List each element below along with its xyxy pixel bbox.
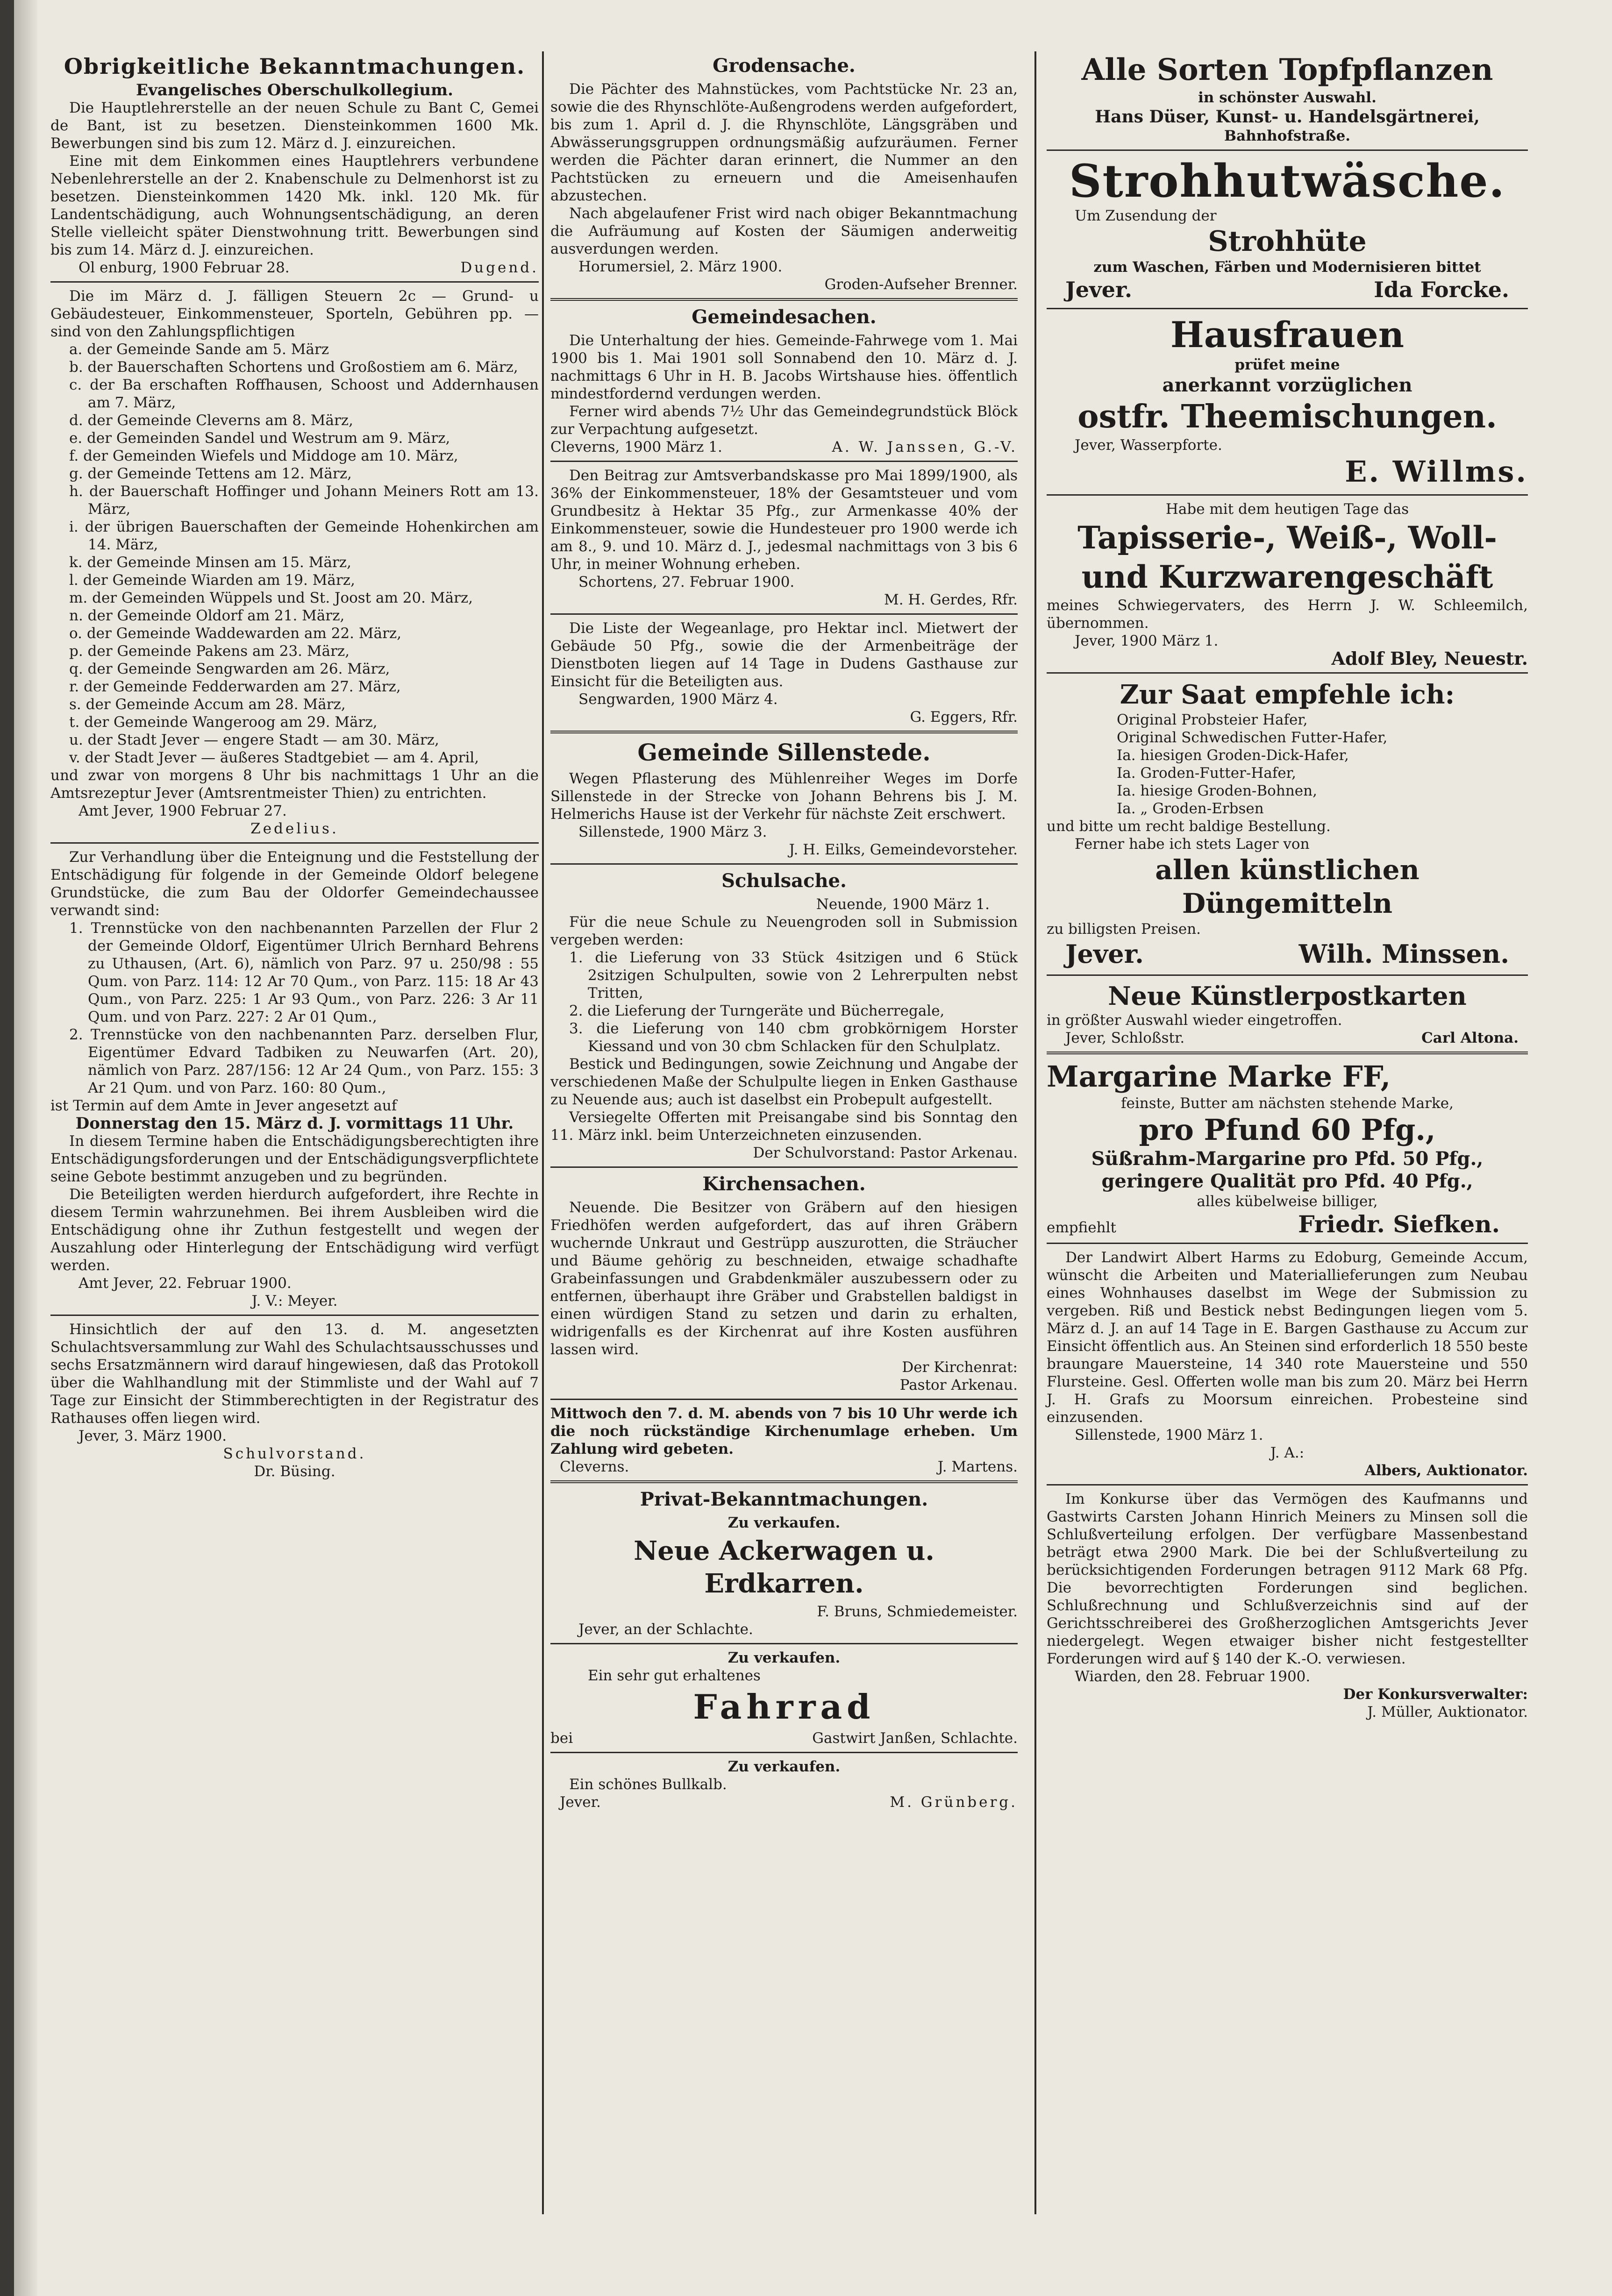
ad-text: und bitte um recht baldige Bestellung. <box>1047 818 1331 835</box>
ad-text: feinste, Butter am nächsten stehende Marke, <box>1121 1095 1454 1112</box>
signature-name: Dr. Büsing. <box>254 1463 335 1480</box>
ad-headline: Hausfrauen <box>1170 314 1404 355</box>
ad-signature <box>550 1793 1018 1811</box>
ad-text: Bahnhofstraße. <box>1224 128 1351 144</box>
ad-label: Zu verkaufen. <box>728 1514 841 1531</box>
list-item: a. der Gemeinde Sande am 5. März <box>69 341 329 358</box>
ad-text: Ein sehr gut erhaltenes <box>588 1667 761 1684</box>
ad-text: Jever, 1900 März 1. <box>1075 633 1219 649</box>
list-item: f. der Gemeinden Wiefels und Middoge am 10. März, <box>69 448 458 464</box>
ad-text: Um Zusendung der <box>1075 207 1217 224</box>
list-item: 2. die Lieferung der Turngeräte und Bücherregale, <box>569 1002 945 1019</box>
ad-price: pro Pfund 60 Pfg., <box>1139 1113 1436 1147</box>
list-item: 1. die Lieferung von 33 Stück 4sitzigen und 6 Stück 2sitzigen Schulpulten, sowie von 2 Lehrerpulten nebst Tritten, <box>569 949 1018 1002</box>
list-item: t. der Gemeinde Wangeroog am 29. März, <box>69 714 378 731</box>
ad-headline: Strohhüte <box>1208 225 1367 258</box>
divider <box>1047 1484 1528 1486</box>
notice-text: Die im März d. J. fälligen Steuern 2c — Grund- u Gebäudesteuer, Einkommensteuer, Sporteln, Gebühren pp. — sind von den Zahlungspflichtigen <box>50 288 539 340</box>
ad-advertiser: E. Willms. <box>1345 455 1528 489</box>
notice-text: Für die neue Schule zu Neuengroden soll in Submission vergeben werden: <box>550 914 1018 948</box>
section-heading: Obrigkeitliche Bekanntmachungen. <box>64 54 526 79</box>
signature-name: Groden-Aufseher Brenner. <box>824 276 1018 293</box>
notice-text: Im Konkurse über das Vermögen des Kaufmanns und Gastwirts Carsten Johann Hinrich Meiners zu Minsen soll die Schlußverteilung erfolgen. Der verfügbare Massenbestand beträgt etwa 2900 Mark. Die bei der Schlußverteilung zu berücksichtigenden Forderungen betragen 9112 Mark 68 Pfg. Die bevorrechtigten Forderungen sind beglichen. Schlußrechnung und Schlußverzeichnis sind auf der Gerichtsschreiberei des Großherzoglichen Amtsgerichts Jever niedergelegt. Wegen etwaiger bisher nicht festgestellter Forderungen wird auf § 140 der K.-O. verwiesen. <box>1047 1491 1528 1667</box>
signature-name: F. Bruns, Schmiedemeister. <box>817 1603 1018 1620</box>
signature-name: J. Müller, Auktionator. <box>1367 1704 1528 1720</box>
ad-text: alles kübelweise billiger, <box>1197 1193 1378 1210</box>
divider <box>1047 308 1528 309</box>
subheading: Evangelisches Oberschulkollegium. <box>136 81 453 100</box>
signature-name: Pastor Arkenau. <box>899 1377 1018 1393</box>
list-item: Ia. Groden-Futter-Hafer, <box>1117 765 1296 782</box>
signature-place-date: Sillenstede, 1900 März 3. <box>578 824 767 840</box>
list-item: 2. Trennstücke von den nachbenannten Parz. derselben Flur, Eigentümer Edvard Tadbiken zu Neuwarfen (Art. 20), nämlich von Parz. 287/156: 12 Ar 24 Qum., von Parz. 155: 3 Ar 21 Qum. und von Parz. 160: 80 Qum., <box>69 1026 539 1096</box>
signature-name: Friedr. Siefken. <box>1298 1210 1500 1238</box>
signature-name: Gastwirt Janßen, Schlachte. <box>812 1730 1018 1747</box>
signature-name: M. Grünberg. <box>890 1794 1018 1811</box>
ad-advertiser: Adolf Bley, Neuestr. <box>1331 648 1528 669</box>
notice-text: Bestick und Bedingungen, sowie Zeichnung und Angabe der verschiedenen Maße der Schulpulte liegen in Enken Gasthause zu Neuende aus; auch ist daselbst ein Probepult aufgestellt. <box>550 1056 1018 1108</box>
binding-edge <box>0 0 14 2296</box>
submission-list <box>550 949 1018 1055</box>
list-item: g. der Gemeinde Tettens am 12. März, <box>69 465 352 482</box>
notice-text: Eine mit dem Einkommen eines Hauptlehrers verbundene Nebenlehrerstelle an der 2. Knabenschule zu Delmenhorst ist zu besetzen. Diensteinkommen 1420 Mk. inkl. 120 Mk. für Landentschädigung, auch Wohnungsentschädigung, an deren Stelle vielleicht später Dienstwohnung tritt. Bewerbungen sind bis zum 14. März d. J. einzureichen. <box>50 153 539 258</box>
ad-headline: Margarine Marke FF, <box>1047 1059 1391 1094</box>
list-item: s. der Gemeinde Accum am 28. März, <box>69 696 346 713</box>
signature-place: Jever. <box>1065 939 1144 969</box>
divider <box>550 1166 1018 1168</box>
list-item: Ia. „ Groden-Erbsen <box>1117 800 1264 817</box>
notice-signature <box>550 438 1018 456</box>
notice-text: Die Unterhaltung der hies. Gemeinde-Fahrwege vom 1. Mai 1900 bis 1. Mai 1901 soll Sonnabend den 10. März d. J. nachmittags 6 Uhr in H. B. Jacobs Wirtshause hies. öffentlich mindestfordernd verdungen werden. <box>550 332 1018 402</box>
signature-name: Schulvorstand. <box>223 1445 366 1462</box>
divider <box>1047 672 1528 674</box>
signature-prefix: bei <box>550 1730 573 1747</box>
section-heading: Kirchensachen. <box>702 1173 866 1195</box>
ad-text: in schönster Auswahl. <box>1198 89 1377 106</box>
divider <box>550 863 1018 865</box>
notice-text: Den Beitrag zur Amtsverbandskasse pro Mai 1899/1900, als 36% der Einkommensteuer, 18% der Gesamtsteuer und vom Grundbesitz à Hektar 35 Pfg., zur Armenkasse 40% der Einkommensteuer, sowie die Hundesteuer pro 1900 werde ich am 8., 9. und 10. März d. J., jedesmal nachmittags von 3 bis 6 Uhr, in meiner Wohnung erheben. <box>550 467 1018 573</box>
list-item: v. der Stadt Jever — äußeres Stadtgebiet — am 4. April, <box>69 749 479 766</box>
divider <box>550 1643 1018 1644</box>
signature-place: Jever. <box>560 1794 601 1811</box>
divider <box>50 281 539 283</box>
list-item: k. der Gemeinde Minsen am 15. März, <box>69 554 351 571</box>
notice-text: Wegen Pflasterung des Mühlenreiher Weges im Dorfe Sillenstede in der Strecke von Johann Behrens bis J. M. Helmerichs Hause ist der Verkehr für nächste Zeit erschwert. <box>550 770 1018 823</box>
column-advertisements <box>1047 51 1528 1721</box>
notice-text: In diesem Termine haben die Entschädigungsberechtigten ihre Entschädigungsforderungen und der Entschädigungsverpflichtete seine Gebote bestimmt anzugeben und zu begründen. <box>50 1133 539 1185</box>
signature-name: Carl Altona. <box>1421 1030 1519 1046</box>
divider <box>1047 149 1528 151</box>
divider <box>1047 1052 1528 1054</box>
notice-text: Versiegelte Offerten mit Preisangabe sind bis Sonntag den 11. März inkl. beim Unterzeichneten einzusenden. <box>550 1109 1018 1144</box>
signature-place-date: Jever, 3. März 1900. <box>78 1428 227 1444</box>
divider <box>50 1315 539 1316</box>
notice-text: Die Pächter des Mahnstückes, vom Pachtstücke Nr. 23 an, sowie die des Rhynschlöte-Außengrodens werden aufgefordert, bis zum 1. April d. J. die Rhynschlöte, Längsgräben und Abwässerungsgruppen ordnungsmäßig aufzuräumen. Ferner werden die Pächter daran erinnert, die Nummer an den Pachtstücken zu erneuern und die Ameisenhaufen abzustechen. <box>550 81 1018 204</box>
list-item: r. der Gemeinde Fedderwarden am 27. März, <box>69 678 401 695</box>
notice-text: Die Liste der Wegeanlage, pro Hektar incl. Mietwert der Gebäude 50 Pfg., sowie die der Armenbeiträge der Dienstboten liegen auf 14 Tage in Dudens Gasthause zur Einsicht für die Beteiligten aus. <box>550 620 1018 690</box>
notice-text: und zwar von morgens 8 Uhr bis nachmittags 1 Uhr an die Amtsrezeptur Jever (Amtsrentmeister Thien) zu entrichten. <box>50 767 539 802</box>
signature-prefix: J. A.: <box>1270 1444 1305 1461</box>
notice-text: Neuende. Die Besitzer von Gräbern auf den hiesigen Friedhöfen werden aufgefordert, das auf ihren Gräbern wuchernde Unkraut und Gestrüpp auszurotten, die Sträucher und Bäume gehörig zu beschneiden, etwaige schadhafte Grabeinfassungen und Grabdenkmäler auszubessern oder zu entfernen, überhaupt ihre Gräber und Grabstellen baldigst in einen würdigen Stand zu setzen und darin zu erhalten, widrigenfalls es der Kirchenrat auf ihre Kosten ausführen lassen wird. <box>550 1199 1018 1358</box>
list-item: m. der Gemeinden Wüppels und St. Joost am 20. März, <box>69 590 473 606</box>
ad-signature <box>550 1729 1018 1747</box>
signature-place-date: Horumersiel, 2. März 1900. <box>578 258 783 275</box>
signature-place-date: Ol enburg, 1900 Februar 28. <box>78 259 290 276</box>
ad-headline: und Kurzwarengeschäft <box>1081 559 1493 595</box>
signature-place-date: Schortens, 27. Februar 1900. <box>578 574 795 590</box>
list-item: Original Probsteier Hafer, <box>1117 711 1308 728</box>
ad-text: Jever, Wasserpforte. <box>1075 437 1222 454</box>
notice-signature <box>550 1458 1018 1476</box>
signature-name: Dugend. <box>460 259 539 276</box>
ad-signature <box>1047 1029 1528 1047</box>
ad-text: Habe mit dem heutigen Tage das <box>1165 501 1409 518</box>
divider <box>550 613 1018 615</box>
signature-name: J. Martens. <box>937 1458 1018 1475</box>
column-rule <box>1034 51 1036 2214</box>
list-item: Ia. hiesige Groden-Bohnen, <box>1117 782 1317 799</box>
signature-place: Jever, Schloßstr. <box>1065 1030 1185 1046</box>
list-item: l. der Gemeinde Wiarden am 19. März, <box>69 572 355 589</box>
signature-name: J. V.: Meyer. <box>251 1293 338 1309</box>
ad-text: Ein schönes Bullkalb. <box>569 1776 727 1793</box>
list-item: q. der Gemeinde Sengwarden am 26. März, <box>69 661 390 677</box>
signature-place-date: Sengwarden, 1900 März 4. <box>578 691 778 708</box>
list-item: 1. Trennstücke von den nachbenannten Parzellen der Flur 2 der Gemeinde Oldorf, Eigentümer Ulrich Bernhard Behrens zu Uthausen, (Art. 6), nämlich von Parz. 97 u. 250/98 : 55 Qum. von Parz. 114: 12 Ar 70 Qum., von Parz. 115: 18 Ar 43 Qum., von Parz. 225: 1 Ar 93 Qum., von Parz. 226: 3 Ar 11 Qum. und von Parz. 227: 2 Ar 01 Qum., <box>69 920 539 1025</box>
ad-text: prüfet meine <box>1234 356 1340 373</box>
divider <box>550 731 1018 733</box>
divider <box>550 298 1018 301</box>
divider <box>1047 1243 1528 1244</box>
ad-text: zum Waschen, Färben und Modernisieren bittet <box>1093 259 1481 276</box>
divider <box>1047 974 1528 976</box>
notice-text: Der Landwirt Albert Harms zu Edoburg, Gemeinde Accum, wünscht die Arbeiten und Materiallieferungen zum Neubau eines Wohnhauses daselbst im Wege der Submission zu vergeben. Riß und Bestick nebst Bedingungen liegen vom 5. März d. J. an auf 14 Tage in E. Bargen Gasthause zu Accum zur Einsicht öffentlich aus. An Steinen sind erforderlich 18 550 beste braungare Mauersteine, 14 340 rote Mauersteine und 550 Flursteine. Gesl. Offerten wolle man bis zum 20. März bei Herrn J. H. Grafs zu Moorsum einreichen. Probesteine sind einzusenden. <box>1047 1249 1528 1426</box>
signature-prefix: empfiehlt <box>1047 1219 1116 1236</box>
ad-headline: Neue Ackerwagen u. Erdkarren. <box>634 1535 934 1599</box>
signature-name: Der Kirchenrat: <box>902 1359 1018 1376</box>
ad-text: in größter Auswahl wieder eingetroffen. <box>1047 1012 1342 1029</box>
ad-label: Zu verkaufen. <box>728 1758 841 1775</box>
ad-price: Süßrahm-Margarine pro Pfd. 50 Pfg., <box>1091 1148 1484 1170</box>
list-item: Ia. hiesigen Groden-Dick-Hafer, <box>1117 747 1349 764</box>
seed-list <box>1047 711 1528 817</box>
list-item: b. der Bauerschaften Schortens und Großostiem am 6. März, <box>69 359 518 376</box>
signature-place: Jever, an der Schlachte. <box>578 1621 753 1638</box>
list-item: c. der Ba erschaften Roffhausen, Schoost und Addernhausen am 7. März, <box>69 377 539 411</box>
ad-text: Ferner habe ich stets Lager von <box>1075 836 1310 853</box>
notice-text: Nach abgelaufener Frist wird nach obiger Bekanntmachung die Aufräumung auf Kosten der Säumigen anderweitig ausverdungen werden. <box>550 205 1018 257</box>
ad-headline: Neue Künstlerpostkarten <box>1108 981 1467 1011</box>
signature-place-date: Cleverns, 1900 März 1. <box>550 439 722 455</box>
column-rule <box>542 51 544 2214</box>
signature-name: Zedelius. <box>250 820 339 837</box>
tax-schedule-list <box>50 341 539 767</box>
ad-text: zu billigsten Preisen. <box>1047 921 1201 938</box>
list-item: Original Schwedischen Futter-Hafer, <box>1117 729 1388 746</box>
list-item: 3. die Lieferung von 140 cbm grobkörnigem Horster Kiessand und von 30 cbm Schlacken für den Schulplatz. <box>569 1020 1018 1055</box>
divider <box>550 1752 1018 1753</box>
signature-name: J. H. Eilks, Gemeindevorsteher. <box>789 841 1018 858</box>
ad-headline: Tapisserie-, Weiß-, Woll- <box>1077 519 1497 556</box>
ad-headline: Fahrrad <box>693 1687 875 1727</box>
notice-text: Ferner wird abends 7½ Uhr das Gemeindegrundstück Blöck zur Verpachtung aufgesetzt. <box>550 403 1018 438</box>
signature-place-date: Amt Jever, 1900 Februar 27. <box>78 803 287 819</box>
section-heading: Privat-Bekanntmachungen. <box>640 1488 928 1510</box>
signature-prefix: Der Konkursverwalter: <box>1343 1686 1528 1703</box>
notice-text: Die Hauptlehrerstelle an der neuen Schule zu Bant C, Gemei de Bant, ist zu besetzen. Diensteinkommen 1600 Mk. Bewerbungen sind bis zum 12. März d. J. einzureichen. <box>50 100 539 152</box>
signature-name: G. Eggers, Rfr. <box>910 709 1018 725</box>
signature-name: Der Schulvorstand: Pastor Arkenau. <box>753 1144 1018 1161</box>
notice-text: Zur Verhandlung über die Enteignung und die Feststellung der Entschädigung für folgende in der Gemeinde Oldorf belegene Grundstücke, die zum Bau der Oldorfer Gemeindechaussee verwandt sind: <box>50 849 539 919</box>
divider <box>550 1399 1018 1400</box>
notice-date: Neuende, 1900 März 1. <box>816 896 990 913</box>
signature-name: Ida Forcke. <box>1374 277 1509 302</box>
hearing-date: Donnerstag den 15. März d. J. vormittags 11 Uhr. <box>75 1114 514 1133</box>
signature-place-date: Sillenstede, 1900 März 1. <box>1075 1427 1263 1443</box>
signature-name: A. W. Janssen, G.-V. <box>832 439 1018 455</box>
section-heading: Gemeindesachen. <box>692 306 877 328</box>
column-local-notices <box>550 51 1018 1811</box>
divider <box>550 1480 1018 1483</box>
signature-name: M. H. Gerdes, Rfr. <box>884 591 1018 608</box>
ad-headline: Alle Sorten Topfpflanzen <box>1081 52 1493 87</box>
section-heading: Grodensache. <box>713 55 856 77</box>
ad-label: Zu verkaufen. <box>728 1649 841 1666</box>
notice-text: ist Termin auf dem Amte in Jever angesetzt auf <box>50 1097 397 1114</box>
ad-headline: Strohhutwäsche. <box>1069 155 1505 207</box>
list-item: p. der Gemeinde Pakens am 23. März, <box>69 643 350 660</box>
divider <box>1047 494 1528 496</box>
list-item: n. der Gemeinde Oldorf am 21. März, <box>69 607 345 624</box>
ad-signature <box>1047 938 1528 970</box>
ad-headline: ostfr. Theemischungen. <box>1077 398 1497 435</box>
signature-place-date: Amt Jever, 22. Februar 1900. <box>78 1275 292 1292</box>
ad-headline: allen künstlichen Düngemitteln <box>1155 854 1419 919</box>
section-heading: Gemeinde Sillenstede. <box>637 739 931 766</box>
divider <box>50 842 539 844</box>
signature-name: Albers, Auktionator. <box>1364 1462 1528 1479</box>
ad-signature <box>1047 1210 1528 1238</box>
ad-price: geringere Qualität pro Pfd. 40 Pfg., <box>1101 1170 1473 1192</box>
list-item: h. der Bauerschaft Hoffinger und Johann Meiners Rott am 13. März, <box>69 483 539 518</box>
list-item: d. der Gemeinde Cleverns am 8. März, <box>69 412 353 429</box>
list-item: e. der Gemeinden Sandel und Westrum am 9. März, <box>69 430 450 447</box>
notice-signature <box>50 259 539 277</box>
notice-text: Die Beteiligten werden hierdurch aufgefordert, ihre Rechte in diesem Termin wahrzunehmen. Bei ihrem Ausbleiben wird die Entschädigung ohne ihr Zuthun festgestellt und wegen der Auszahlung oder Hinterlegung der Entschädigung wird verfügt werden. <box>50 1186 539 1274</box>
signature-place: Jever. <box>1065 277 1133 302</box>
section-heading: Schulsache. <box>721 870 847 892</box>
notice-text: Mittwoch den 7. d. M. abends von 7 bis 10 Uhr werde ich die noch rückständige Kirchenumlage erheben. Um Zahlung wird gebeten. <box>550 1405 1018 1457</box>
list-item: i. der übrigen Bauerschaften der Gemeinde Hohenkirchen am 14. März, <box>69 519 539 553</box>
ad-advertiser: Hans Düser, Kunst- u. Handelsgärtnerei, <box>1095 107 1480 127</box>
ad-signature <box>1047 276 1528 303</box>
ad-text: meines Schwiegervaters, des Herrn J. W. Schleemilch, übernommen. <box>1047 597 1528 632</box>
signature-place-date: Wiarden, den 28. Februar 1900. <box>1075 1668 1311 1685</box>
signature-name: Wilh. Minssen. <box>1298 939 1509 969</box>
notice-text: Hinsichtlich der auf den 13. d. M. angesetzten Schulachtsversammlung zur Wahl des Schulachtsausschusses und sechs Ersatzmännern wird darauf hingewiesen, daß das Protokoll über die Wahlhandlung mit der Stimmliste und der Wahl auf 7 Tage zur Einsicht der Stimmberechtigten in der Registratur des Rathauses offen liegen wird. <box>50 1321 539 1427</box>
list-item: o. der Gemeinde Waddewarden am 22. März, <box>69 625 402 642</box>
column-official-notices <box>50 51 539 1480</box>
divider <box>550 461 1018 462</box>
signature-place: Cleverns. <box>560 1458 629 1475</box>
ad-headline: Zur Saat empfehle ich: <box>1120 679 1455 710</box>
ad-text: anerkannt vorzüglichen <box>1162 374 1412 396</box>
binding-shadow <box>14 0 37 2296</box>
list-item: u. der Stadt Jever — engere Stadt — am 30. März, <box>69 732 439 748</box>
